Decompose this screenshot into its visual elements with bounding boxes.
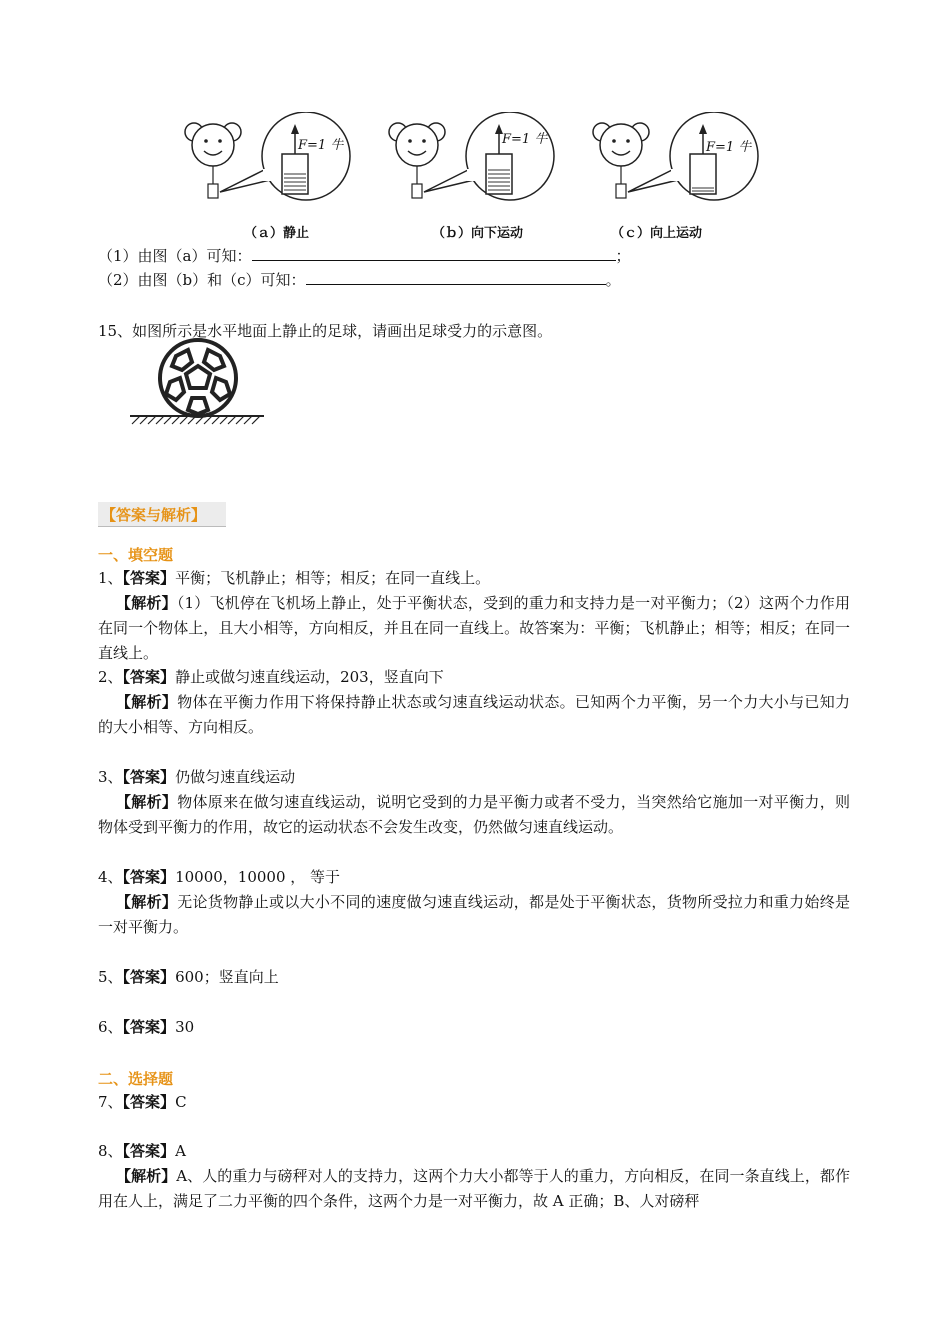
force-label-b: F=1 牛 (502, 132, 548, 147)
q15-question: 15、如图所示是水平地面上静止的足球，请画出足球受力的示意图。 (98, 322, 553, 340)
section-fill-in: 一、填空题 (98, 546, 174, 564)
answer-5: 5、【答案】600；竖直向上 (98, 968, 279, 986)
football-figure (126, 336, 268, 428)
q14-blank-1[interactable] (252, 246, 616, 261)
section-multiple-choice: 二、选择题 (98, 1070, 174, 1088)
q14-part2: （2）由图（b）和（c）可知： 。 (98, 271, 621, 289)
answer-4: 4、【答案】10000，10000 ， 等于 (98, 868, 341, 886)
explain-1: 【解析】（1）飞机停在飞机场上静止，处于平衡状态，受到的重力和支持力是一对平衡力；（2）这两个力作用在同一个物体上，且大小相等，方向相反，并且在同一直线上。故答案为：平衡；飞机静止；相等；相反；在同一直线上。 (98, 594, 850, 662)
q14-blank-2[interactable] (306, 270, 606, 285)
answer-2: 2、【答案】静止或做匀速直线运动，203，竖直向下 (98, 668, 444, 686)
force-label-c: F=1 牛 (706, 140, 752, 155)
answers-heading: 【答案与解析】 (98, 502, 226, 527)
answer-6: 6、【答案】30 (98, 1018, 195, 1036)
explain-2: 【解析】物体在平衡力作用下将保持静止状态或匀速直线运动状态。已知两个力平衡，另一个力大小与已知力的大小相等、方向相反。 (98, 693, 850, 736)
answer-3: 3、【答案】仍做匀速直线运动 (98, 768, 296, 786)
explain-4: 【解析】无论货物静止或以大小不同的速度做匀速直线运动，都是处于平衡状态，货物所受拉力和重力始终是一对平衡力。 (98, 893, 850, 936)
caption-a: （ａ）静止 (244, 226, 310, 241)
q14-part1: （1）由图（a）可知： ； (98, 247, 631, 265)
explain-8: 【解析】A、人的重力与磅秤对人的支持力，这两个力大小都等于人的重力，方向相反，在同一条直线上，都作用在人上，满足了二力平衡的四个条件，这两个力是一对平衡力，故 A 正确；B、人对磅秤 (98, 1167, 850, 1210)
explain-3: 【解析】物体原来在做匀速直线运动，说明它受到的力是平衡力或者不受力，当突然给它施加一对平衡力，则物体受到平衡力的作用，故它的运动状态不会发生改变，仍然做匀速直线运动。 (98, 793, 850, 836)
answer-8: 8、【答案】A (98, 1142, 186, 1160)
caption-b: （ｂ）向下运动 (432, 226, 524, 241)
answer-1: 1、【答案】平衡；飞机静止；相等；相反；在同一直线上。 (98, 569, 491, 587)
answer-7: 7、【答案】C (98, 1093, 187, 1111)
balloon-figures (180, 112, 780, 224)
force-label-a: F=1 牛 (298, 138, 344, 153)
caption-c: （ｃ）向上运动 (611, 226, 703, 241)
